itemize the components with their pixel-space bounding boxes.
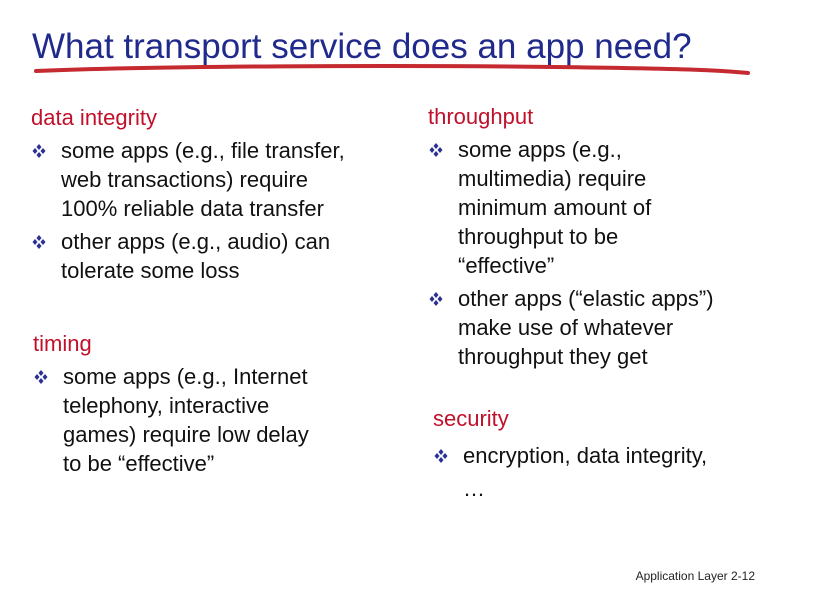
section-timing <box>33 330 403 482</box>
four-diamond-bullet-icon <box>433 441 455 470</box>
bullet-line: some apps (e.g., Internet <box>63 364 308 389</box>
section-throughput <box>428 103 798 375</box>
heading-security: security <box>433 406 509 431</box>
bullet-item <box>31 136 401 223</box>
bullet-line: telephony, interactive <box>63 393 270 418</box>
bullet-item <box>428 135 798 280</box>
bullet-line: … <box>463 476 485 501</box>
bullet-line: throughput to be <box>458 224 619 249</box>
bullet-line: games) require low delay <box>63 422 309 447</box>
bullet-line: encryption, data integrity, <box>463 443 708 468</box>
four-diamond-bullet-icon <box>33 362 55 391</box>
bullet-line: “effective” <box>458 253 555 278</box>
title-underline <box>34 62 750 82</box>
bullet-line: other apps (“elastic apps”) <box>458 286 714 311</box>
slide-title: What transport service does an app need? <box>32 27 692 66</box>
bullet-line: other apps (e.g., audio) can <box>61 229 331 254</box>
four-diamond-bullet-icon <box>31 227 53 256</box>
bullet-item <box>428 284 798 371</box>
four-diamond-bullet-icon <box>31 136 53 165</box>
four-diamond-bullet-icon <box>428 135 450 164</box>
bullet-line: some apps (e.g., file transfer, <box>61 138 345 163</box>
bullet-item <box>433 441 793 503</box>
section-data-integrity <box>31 104 401 289</box>
footer-page-label: Application Layer 2-12 <box>635 569 755 583</box>
heading-data-integrity: data integrity <box>31 105 157 130</box>
section-security <box>433 405 793 507</box>
bullet-line: to be “effective” <box>63 451 215 476</box>
bullet-line: multimedia) require <box>458 166 647 191</box>
bullet-line: some apps (e.g., <box>458 137 622 162</box>
heading-throughput: throughput <box>428 104 534 129</box>
four-diamond-bullet-icon <box>428 284 450 313</box>
bullet-item <box>33 362 403 478</box>
bullet-line: throughput they get <box>458 344 648 369</box>
bullet-line: make use of whatever <box>458 315 674 340</box>
bullet-line: web transactions) require <box>61 167 309 192</box>
bullet-item <box>31 227 401 285</box>
bullet-line: 100% reliable data transfer <box>61 196 324 221</box>
bullet-line: minimum amount of <box>458 195 652 220</box>
bullet-line: tolerate some loss <box>61 258 240 283</box>
heading-timing: timing <box>33 331 92 356</box>
